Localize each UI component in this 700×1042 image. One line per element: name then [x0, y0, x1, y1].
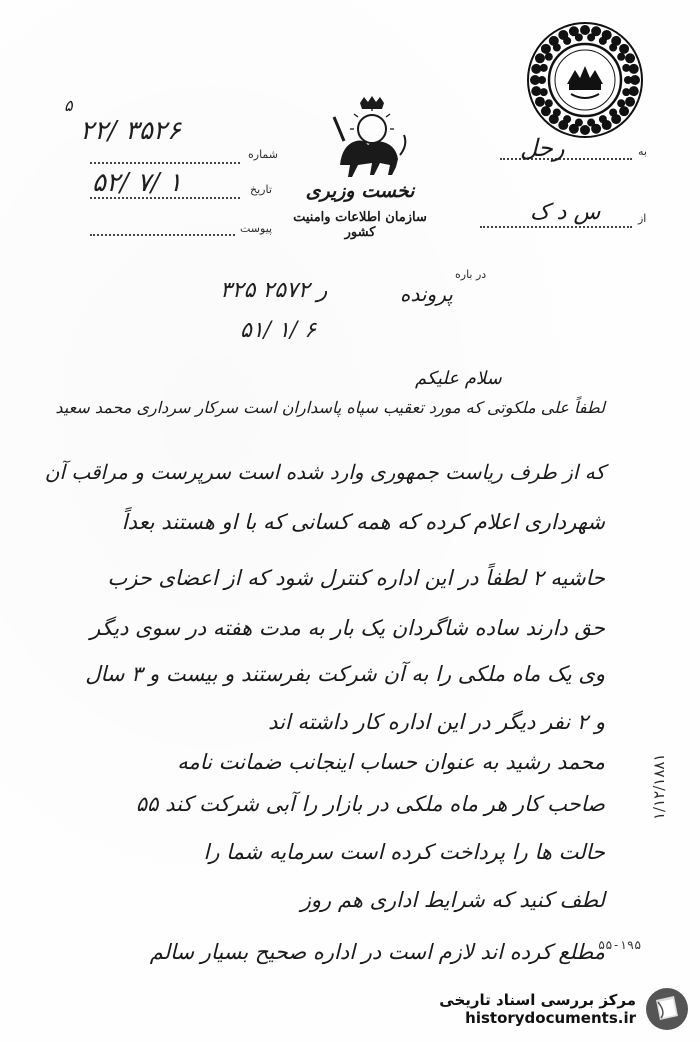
letter-line: صاحب کار هر ماه ملکی در بازار را آبی شرکت کند ۵۵ [135, 792, 605, 816]
letter-line: که از طرف ریاست جمهوری وارد شده است سرپرست و مراقب آن [44, 460, 605, 484]
org-title: نخست وزیری [305, 180, 415, 202]
letter-line: حق دارند ساده شاگردان یک بار به مدت هفته در سوی دیگر [90, 616, 605, 640]
letter-line: و ۲ نفر دیگر در این اداره کار داشته اند [268, 710, 605, 734]
reference-date: ۵۱/ ۱/ ۶ [240, 318, 317, 343]
watermark [390, 984, 690, 1034]
subject-label: در باره [455, 268, 487, 281]
reference-number: ۳۲۵ ۲۵۷۲ ر [220, 278, 328, 303]
letter-line: لطفاً علی ملکوتی که مورد تعقیب سپاه پاسداران است سرکار سرداری محمد سعید [55, 398, 605, 417]
org-subtitle: سازمان اطلاعات وامنیت کشور [293, 210, 427, 240]
number-label: شماره [248, 148, 279, 161]
circular-seal-icon [525, 20, 645, 140]
letter-line: محمد رشید به عنوان حساب اینجانب ضمانت نامه [177, 750, 605, 774]
from-label: از [638, 212, 647, 225]
attachment-label: پیوست [240, 222, 273, 235]
from-field-line [480, 226, 632, 228]
lion-and-sun-emblem-icon [330, 95, 410, 185]
page-code: ۵۵-۱۹۵ [598, 938, 642, 952]
number-field-line [90, 162, 240, 164]
letter-line: حاشیه ۲ لطفاً در این اداره کنترل شود که از اعضای حزب [107, 566, 605, 590]
from-value: س د ک [530, 200, 601, 225]
archive-logo-icon [644, 986, 690, 1032]
letter-line: مطلع کرده اند لازم است در اداره صحیح بسیار سالم [149, 940, 605, 964]
salutation: سلام علیکم [415, 368, 502, 389]
letter-line: وی یک ماه ملکی را به آن شرکت بفرستند و بیست و ۳ سال [85, 662, 605, 686]
attachment-field-line [90, 234, 235, 236]
handwritten-date: ۵۲/ ۷/ ۱ [92, 168, 182, 198]
watermark-url: historydocuments.ir [465, 1009, 636, 1027]
number-prefix: ۵ [64, 96, 73, 115]
to-value: رحل [520, 134, 565, 162]
subject-value: پرونده [400, 282, 453, 306]
to-label: به [638, 145, 647, 158]
date-label: تاریخ [250, 183, 272, 196]
letter-line: شهرداری اعلام کرده که همه کسانی که با او هستند بعداً [121, 510, 605, 534]
watermark-title: مرکز بررسی اسناد تاریخی [439, 991, 636, 1009]
letter-line: حالت ها را پرداخت کرده است سرمایه شما را [203, 840, 605, 864]
side-number: ۱/۱۲/۱۸۸۱ [650, 753, 668, 820]
handwritten-number: ۲۲/ ۳۵۲۶ [80, 116, 181, 146]
letter-line: لطف کنید که شرایط اداری هم روز [300, 888, 605, 912]
